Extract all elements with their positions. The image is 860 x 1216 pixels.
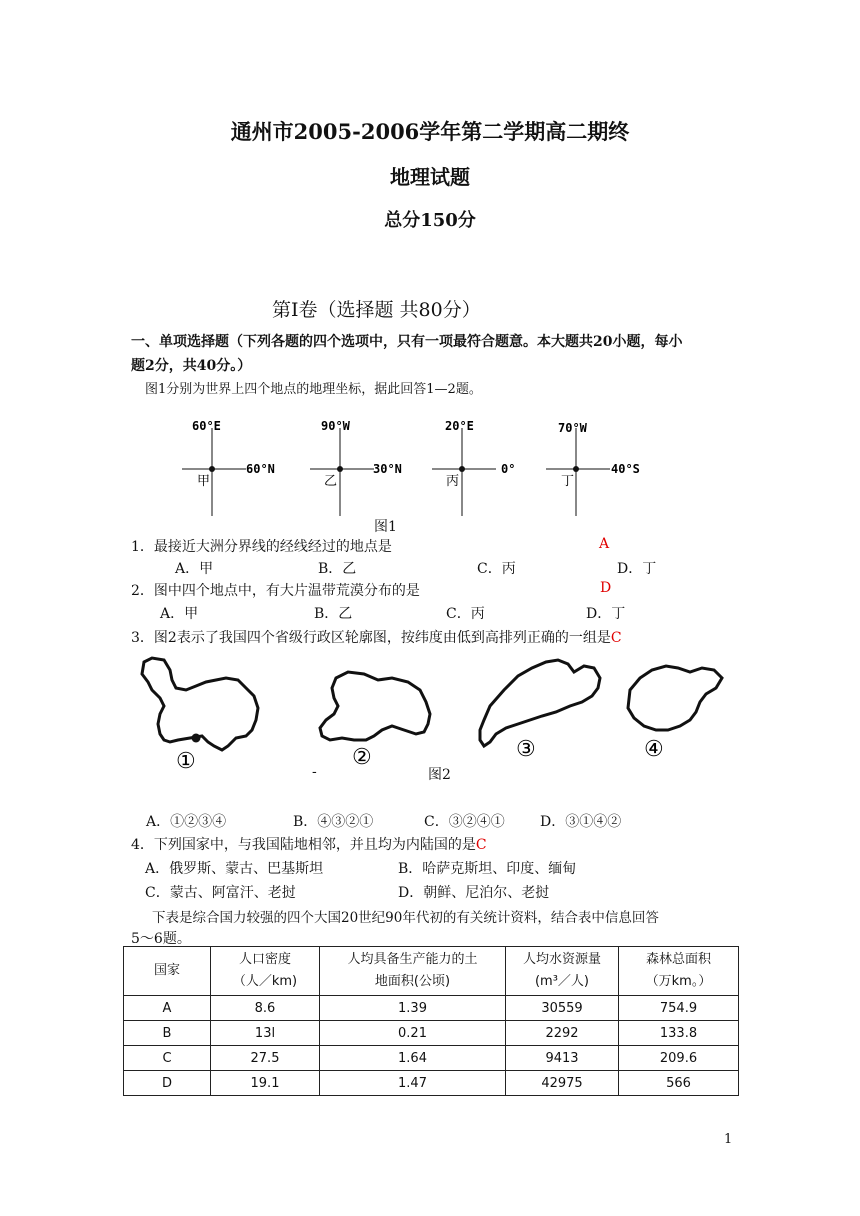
- q1-option-b: B．乙: [318, 561, 357, 577]
- lat-label: 60°N: [246, 462, 275, 476]
- table-cell: 1.39: [320, 996, 506, 1021]
- point-jia-cross: [182, 419, 275, 516]
- point-name: 丁: [561, 474, 575, 489]
- province-label-2: ②: [352, 745, 372, 770]
- q4-answer: C: [475, 837, 487, 853]
- lat-label: 30°N: [373, 462, 402, 476]
- table-cell: 27.5: [211, 1046, 320, 1071]
- point-name: 丙: [446, 474, 460, 489]
- q4-option-d: D．朝鲜、尼泊尔、老挝: [398, 885, 550, 901]
- q2-stem: 2．图中四个地点中，有大片温带荒漠分布的是: [131, 583, 420, 599]
- q3-answer: C: [610, 630, 622, 646]
- table-cell: 566: [619, 1071, 739, 1096]
- q2-answer: D: [600, 580, 612, 596]
- table-row: [124, 1021, 739, 1046]
- lat-label: 0°: [501, 462, 516, 476]
- q2-option-a: A．甲: [160, 606, 199, 622]
- point-bing-cross: [432, 419, 515, 516]
- point-yi-cross: [310, 419, 402, 516]
- header-productive-land: 人均具备生产能力的土 地面积(公顷): [320, 947, 506, 996]
- q1-stem: 1．最接近大洲分界线的经线经过的地点是: [131, 539, 392, 555]
- header-water-resources: 人均水资源量 (m³／人): [506, 947, 619, 996]
- subject-title: 地理试题: [390, 165, 470, 189]
- figure2-dash: -: [312, 764, 317, 780]
- q1-option-a: A．甲: [175, 561, 214, 577]
- table-cell: 1.47: [320, 1071, 506, 1096]
- q1-answer: A: [599, 536, 610, 552]
- q4-stem: 4．下列国家中，与我国陆地相邻，并且均为内陆国的是: [131, 837, 476, 853]
- lon-label: 20°E: [445, 419, 474, 433]
- figure1-caption: 图1: [374, 519, 397, 535]
- q2-option-b: B．乙: [314, 606, 353, 622]
- table-cell: 2292: [506, 1021, 619, 1046]
- province-label-1: ①: [176, 749, 196, 774]
- table-cell: 754.9: [619, 996, 739, 1021]
- table-cell: 19.1: [211, 1071, 320, 1096]
- table-row: [124, 996, 739, 1021]
- point-name: 乙: [324, 474, 338, 489]
- table-cell: 1.64: [320, 1046, 506, 1071]
- point-name: 甲: [197, 474, 211, 489]
- table-cell: 209.6: [619, 1046, 739, 1071]
- page-number: 1: [724, 1132, 733, 1147]
- lon-label: 90°W: [321, 419, 350, 433]
- table-cell: 30559: [506, 996, 619, 1021]
- table-row: [124, 1046, 739, 1071]
- table-cell: B: [124, 1021, 211, 1046]
- province-label-3: ③: [516, 737, 536, 762]
- total-score: 总分150分: [384, 210, 476, 231]
- table-intro-line2: 5～6题。: [131, 931, 191, 947]
- table-cell: 0.21: [320, 1021, 506, 1046]
- q4-option-c: C．蒙古、阿富汗、老挝: [145, 885, 296, 901]
- province-outline-4: [628, 666, 722, 730]
- q3-option-c: C．③②④①: [424, 814, 505, 830]
- province-outline-2: [320, 672, 430, 740]
- q4-option-b: B．哈萨克斯坦、印度、缅甸: [398, 861, 577, 877]
- figure2-caption: 图2: [428, 767, 451, 783]
- lon-label: 70°W: [558, 421, 587, 435]
- lat-label: 40°S: [611, 462, 640, 476]
- header-forest-area: 森林总面积 （万km。）: [619, 947, 739, 996]
- statistics-table: [123, 946, 739, 1096]
- table-cell: 8.6: [211, 996, 320, 1021]
- table-row: [124, 1071, 739, 1096]
- table-cell: 133.8: [619, 1021, 739, 1046]
- q2-option-d: D．丁: [586, 606, 626, 622]
- lon-label: 60°E: [192, 419, 221, 433]
- volume-title: 第Ⅰ卷（选择题 共80分）: [272, 299, 481, 321]
- table-cell: A: [124, 996, 211, 1021]
- province-outline-3: [480, 660, 600, 746]
- province-label-4: ④: [644, 737, 664, 762]
- table-cell: 9413: [506, 1046, 619, 1071]
- q3-option-d: D．③①④②: [540, 814, 622, 830]
- exam-title: 通州市2005-2006学年第二学期高二期终: [230, 119, 630, 144]
- section-instructions-line2: 题2分，共40分。）: [131, 358, 252, 374]
- section-instructions-line1: 一、单项选择题（下列各题的四个选项中，只有一项最符合题意。本大题共20小题，每小: [131, 334, 683, 350]
- figure1-intro: 图1分别为世界上四个地点的地理坐标，据此回答1—2题。: [145, 382, 482, 397]
- table-cell: 42975: [506, 1071, 619, 1096]
- q1-option-c: C．丙: [477, 561, 516, 577]
- q4-option-a: A．俄罗斯、蒙古、巴基斯坦: [145, 861, 324, 877]
- header-country: 国家: [124, 947, 211, 996]
- q3-option-b: B．④③②①: [293, 814, 374, 830]
- q1-option-d: D．丁: [617, 561, 657, 577]
- q2-option-c: C．丙: [446, 606, 485, 622]
- q3-option-a: A．①②③④: [146, 814, 227, 830]
- table-intro-line1: 下表是综合国力较强的四个大国20世纪90年代初的有关统计资料，结合表中信息回答: [152, 910, 659, 926]
- figure1-coordinates: [170, 412, 670, 522]
- table-header-row: [124, 947, 739, 996]
- header-population-density: 人口密度 （人／km): [211, 947, 320, 996]
- table-cell: 13l: [211, 1021, 320, 1046]
- table-cell: C: [124, 1046, 211, 1071]
- table-cell: D: [124, 1071, 211, 1096]
- point-ding-cross: [546, 421, 640, 516]
- q3-stem: 3．图2表示了我国四个省级行政区轮廓图，按纬度由低到高排列正确的一组是: [131, 630, 611, 646]
